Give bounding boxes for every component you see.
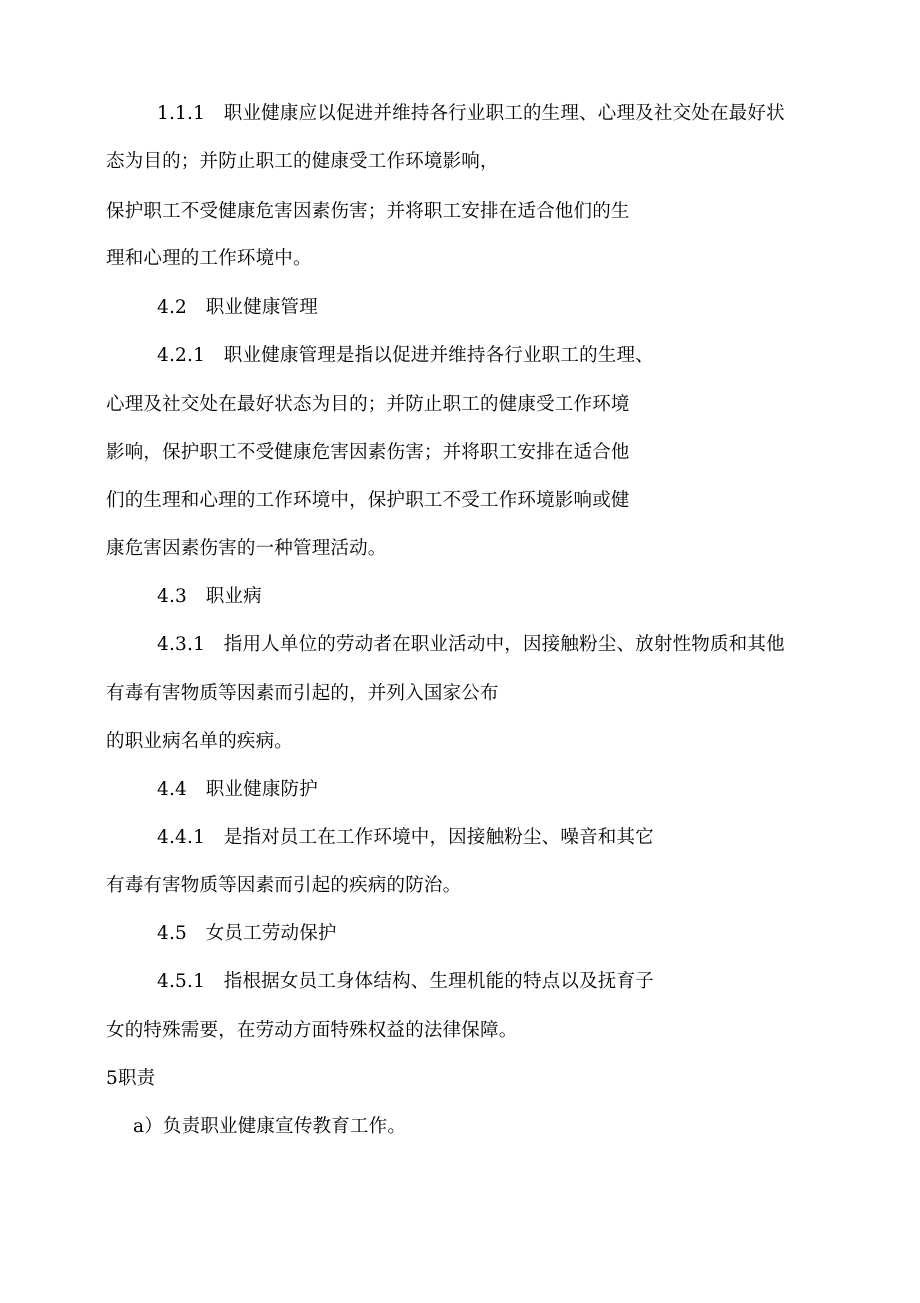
text-line-13: 有毒有害物质等因素而引起的，并列入国家公布 — [106, 683, 499, 704]
text-line-16: 4.4.1 是指对员工在工作环境中，因接触粉尘、噪音和其它 — [157, 827, 654, 848]
text-line-1: 1.1.1 职业健康应以促进并维持各行业职工的生理、心理及社交处在最好状 — [157, 103, 785, 124]
section-heading-4-3: 4.3 职业病 — [157, 586, 262, 607]
text-line-9: 们的生理和心理的工作环境中，保护职工不受工作环境影响或健 — [106, 490, 630, 511]
text-line-6: 4.2.1 职业健康管理是指以促进并维持各行业职工的生理、 — [157, 345, 654, 366]
text-line-17: 有毒有害物质等因素而引起的疾病的防治。 — [106, 875, 462, 896]
section-heading-5: 5职责 — [106, 1068, 156, 1089]
section-heading-4-2: 4.2 职业健康管理 — [157, 297, 318, 318]
section-heading-4-4: 4.4 职业健康防护 — [157, 779, 318, 800]
text-line-19: 4.5.1 指根据女员工身体结构、生理机能的特点以及抚育子 — [157, 971, 654, 992]
text-line-4: 理和心理的工作环境中。 — [106, 248, 312, 269]
text-line-2: 态为目的；并防止职工的健康受工作环境影响， — [106, 151, 499, 172]
text-line-20: 女的特殊需要，在劳动方面特殊权益的法律保障。 — [106, 1020, 518, 1041]
text-line-7: 心理及社交处在最好状态为目的；并防止职工的健康受工作环境 — [106, 394, 630, 415]
text-line-14: 的职业病名单的疾病。 — [106, 731, 294, 752]
section-heading-4-5: 4.5 女员工劳动保护 — [157, 923, 337, 944]
text-line-10: 康危害因素伤害的一种管理活动。 — [106, 538, 387, 559]
text-line-12: 4.3.1 指用人单位的劳动者在职业活动中，因接触粉尘、放射性物质和其他 — [157, 634, 785, 655]
text-line-8: 影响，保护职工不受健康危害因素伤害；并将职工安排在适合他 — [106, 442, 630, 463]
list-item-a: a）负责职业健康宣传教育工作。 — [133, 1116, 407, 1137]
text-line-3: 保护职工不受健康危害因素伤害；并将职工安排在适合他们的生 — [106, 201, 630, 222]
